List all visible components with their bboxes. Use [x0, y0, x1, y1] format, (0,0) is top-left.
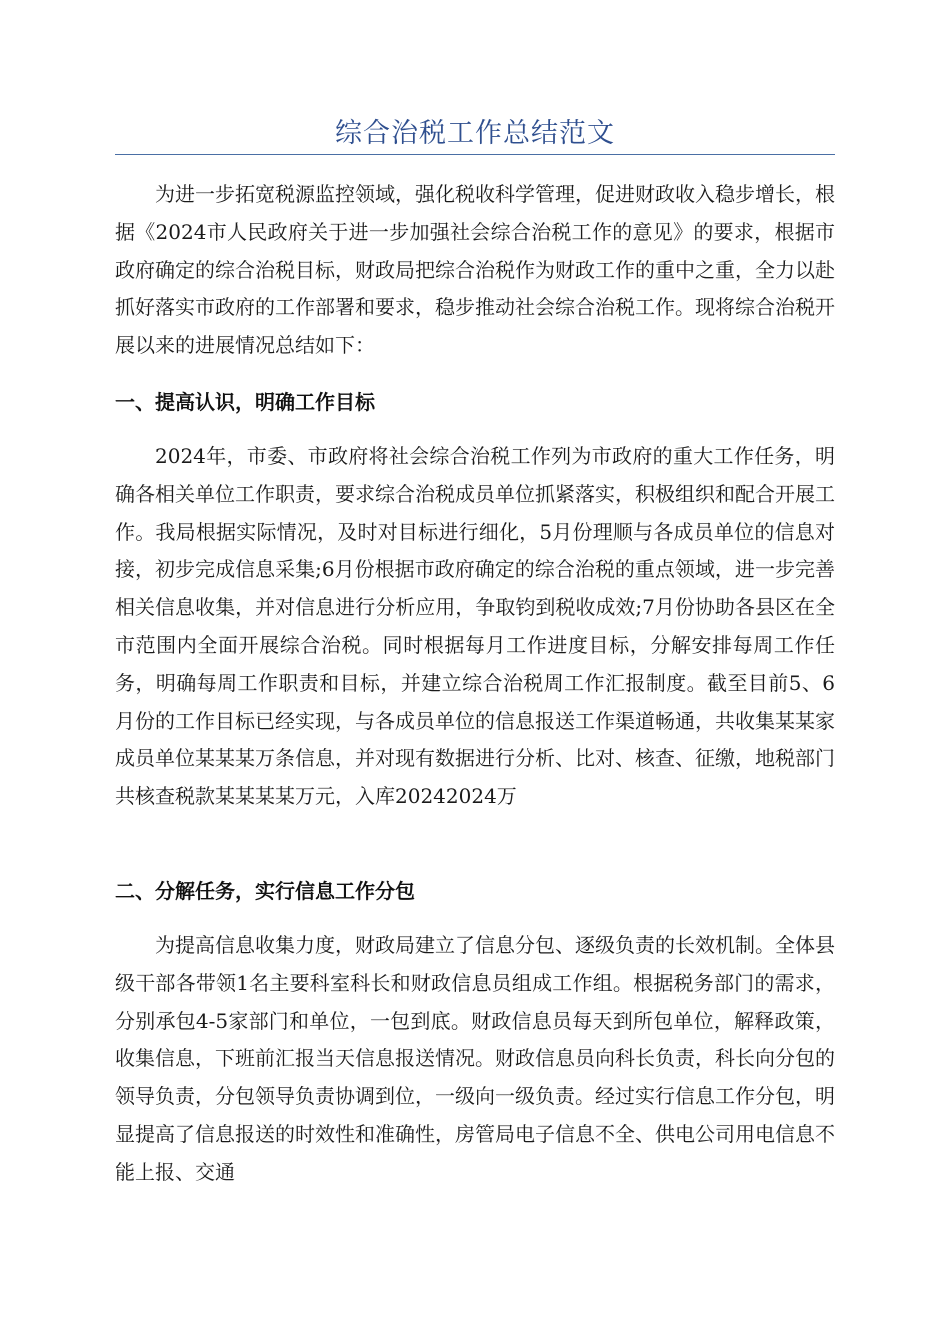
- intro-paragraph: 为进一步拓宽税源监控领域，强化税收科学管理，促进财政收入稳步增长，根据《2024市人民政府关于进一步加强社会综合治税工作的意见》的要求，根据市政府确定的综合治税目标，财政局把综合治税作为财政工作的重中之重，全力以赴抓好落实市政府的工作部署和要求，稳步推动社会综合治税工作。现将综合治税开展以来的进展情况总结如下：: [115, 182, 835, 358]
- section-heading-2: 二、分解任务，实行信息工作分包: [115, 879, 415, 903]
- document-title: 综合治税工作总结范文: [335, 118, 615, 149]
- section-paragraph-1: 2024年，市委、市政府将社会综合治税工作列为市政府的重大工作任务，明确各相关单位工作职责，要求综合治税成员单位抓紧落实，积极组织和配合开展工作。我局根据实际情况，及时对目标进行细化，5月份理顺与各成员单位的信息对接，初步完成信息采集;6月份根据市政府确定的综合治税的重点领域，进一步完善相关信息收集，并对信息进行分析应用，争取钧到税收成效;7月份协助各县区在全市范围内全面开展综合治税。同时根据每月工作进度目标，分解安排每周工作任务，明确每周工作职责和目标，并建立综合治税周工作汇报制度。截至目前5、6月份的工作目标已经实现，与各成员单位的信息报送工作渠道畅通，共收集某某家成员单位某某某万条信息，并对现有数据进行分析、比对、核查、征缴，地税部门共核查税款某某某某万元，入库20242024万: [115, 444, 835, 809]
- section-paragraph-2: 为提高信息收集力度，财政局建立了信息分包、逐级负责的长效机制。全体县级干部各带领1名主要科室科长和财政信息员组成工作组。根据税务部门的需求，分别承包4-5家部门和单位，一包到底。财政信息员每天到所包单位，解释政策，收集信息，下班前汇报当天信息报送情况。财政信息员向科长负责，科长向分包的领导负责，分包领导负责协调到位，一级向一级负责。经过实行信息工作分包，明显提高了信息报送的时效性和准确性，房管局电子信息不全、供电公司用电信息不能上报、交通: [115, 933, 835, 1184]
- title-underline: [115, 154, 835, 155]
- section-heading-1: 一、提高认识，明确工作目标: [115, 390, 375, 414]
